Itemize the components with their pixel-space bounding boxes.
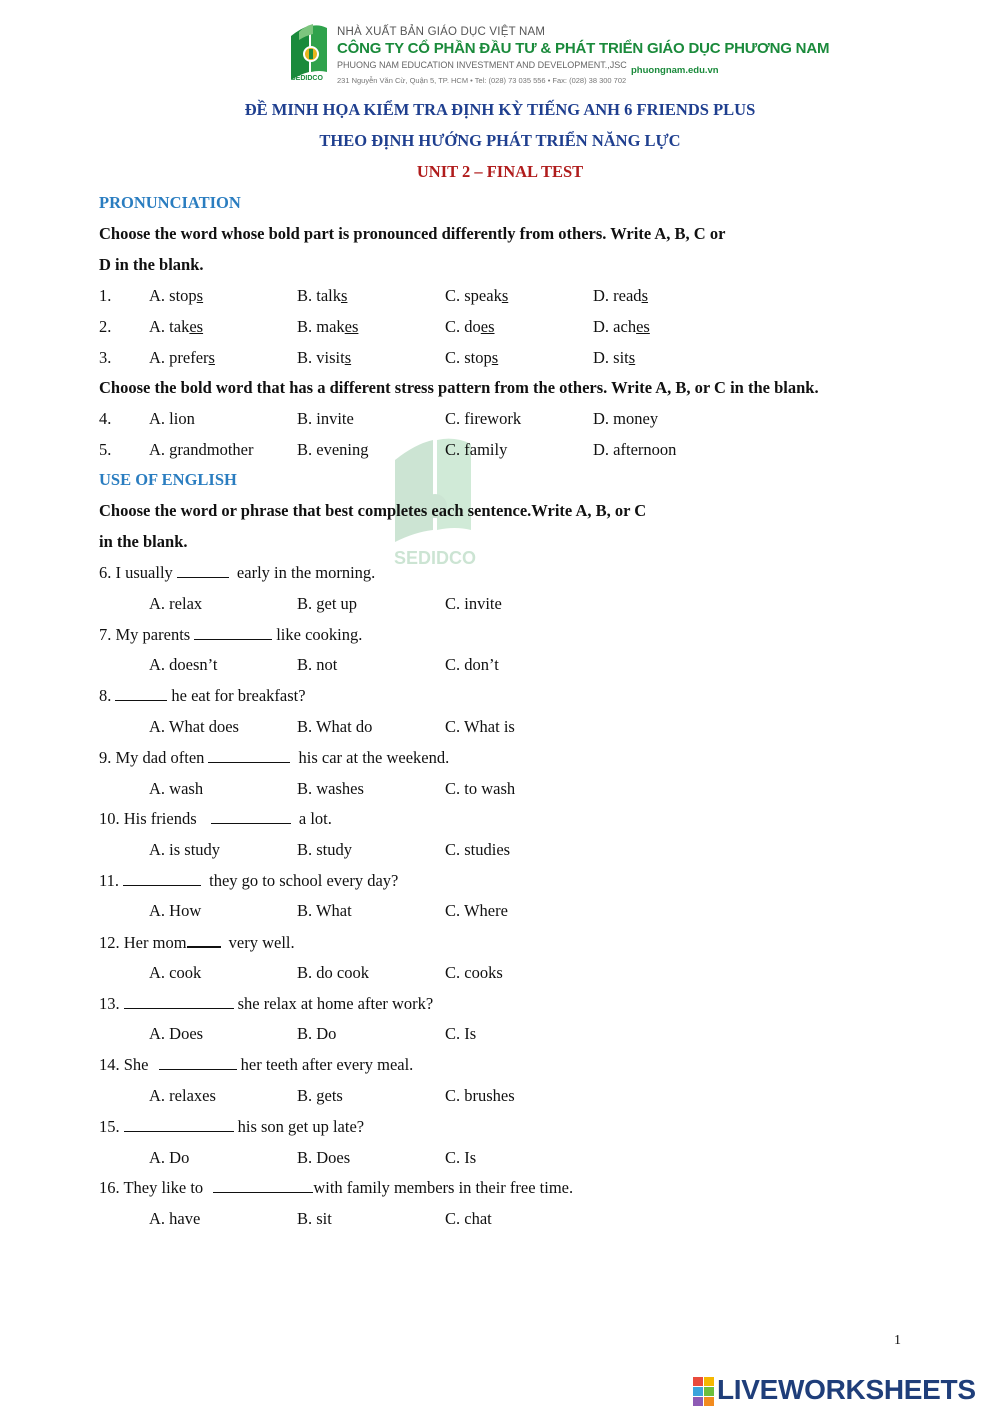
answer-blank[interactable]: [115, 686, 167, 701]
question-16: 16. They like to with family members in their free time.: [99, 1178, 574, 1197]
option-a[interactable]: A. How: [149, 901, 202, 920]
company-website: phuongnam.edu.vn: [631, 65, 719, 76]
option-b[interactable]: B. makes: [297, 317, 359, 336]
option-a[interactable]: A. have: [149, 1209, 201, 1228]
answer-blank[interactable]: [211, 809, 291, 824]
svg-text:SEDIDCO: SEDIDCO: [393, 548, 477, 568]
option-c[interactable]: C. family: [445, 440, 508, 459]
option-c[interactable]: C. studies: [445, 840, 511, 859]
option-d[interactable]: D. sits: [593, 348, 636, 367]
option-a[interactable]: A. relax: [149, 594, 203, 613]
company-name-en: PHUONG NAM EDUCATION INVESTMENT AND DEVELOPMENT.,JSC: [337, 60, 627, 70]
option-c[interactable]: C. speaks: [445, 286, 509, 305]
question-number: 1.: [99, 286, 112, 305]
option-a[interactable]: A. stops: [149, 286, 204, 305]
page-number: 1: [894, 1333, 901, 1348]
option-c[interactable]: C. invite: [445, 594, 502, 613]
option-a[interactable]: A. prefers: [149, 348, 215, 367]
question-12: 12. Her mom very well.: [99, 933, 295, 952]
option-d[interactable]: D. afternoon: [593, 440, 677, 459]
answer-blank[interactable]: [213, 1178, 313, 1193]
option-b[interactable]: B. Does: [297, 1148, 351, 1167]
question-13: 13. she relax at home after work?: [99, 994, 434, 1013]
option-a[interactable]: A. Does: [149, 1024, 204, 1043]
option-b[interactable]: B. do cook: [297, 963, 369, 982]
option-a[interactable]: A. relaxes: [149, 1086, 216, 1105]
option-a[interactable]: A. is study: [149, 840, 221, 859]
option-b[interactable]: B. sit: [297, 1209, 332, 1228]
option-b[interactable]: B. gets: [297, 1086, 343, 1105]
option-a[interactable]: A. doesn’t: [149, 655, 218, 674]
instruction-use-of-english-a: Choose the word or phrase that best completes each sentence.Write A, B, or C: [99, 501, 647, 520]
option-b[interactable]: B. talks: [297, 286, 348, 305]
question-7: 7. My parents like cooking.: [99, 625, 363, 644]
option-a[interactable]: A. Do: [149, 1148, 190, 1167]
option-b[interactable]: B. study: [297, 840, 353, 859]
question-number: 2.: [99, 317, 112, 336]
question-14: 14. She her teeth after every meal.: [99, 1055, 414, 1074]
option-c[interactable]: C. Is: [445, 1024, 477, 1043]
publisher-logo: [287, 22, 830, 90]
publisher-name: NHÀ XUẤT BẢN GIÁO DỤC VIỆT NAM: [337, 26, 546, 38]
brand-mark: SEDIDCO: [291, 75, 323, 82]
option-b[interactable]: B. get up: [297, 594, 358, 613]
question-8: 8. he eat for breakfast?: [99, 686, 306, 705]
option-c[interactable]: C. Is: [445, 1148, 477, 1167]
option-a[interactable]: A. What does: [149, 717, 239, 736]
option-c[interactable]: C. don’t: [445, 655, 499, 674]
option-b[interactable]: B. washes: [297, 779, 364, 798]
doc-subtitle: THEO ĐỊNH HƯỚNG PHÁT TRIỂN NĂNG LỰC: [319, 131, 681, 150]
option-d[interactable]: D. reads: [593, 286, 648, 305]
option-c[interactable]: C. What is: [445, 717, 515, 736]
answer-blank[interactable]: [187, 932, 221, 948]
company-name: CÔNG TY CỔ PHẦN ĐẦU TƯ & PHÁT TRIỂN GIÁO DỤC PHƯƠNG NAM: [337, 40, 830, 57]
instruction-use-of-english-b: in the blank.: [99, 532, 188, 551]
option-c[interactable]: C. brushes: [445, 1086, 515, 1105]
option-b[interactable]: B. What: [297, 901, 352, 920]
option-d[interactable]: D. money: [593, 409, 659, 428]
option-c[interactable]: C. does: [445, 317, 495, 336]
section-heading-use-of-english: USE OF ENGLISH: [99, 470, 237, 489]
liveworksheets-wordmark: LIVEWORKSHEETS: [717, 1374, 976, 1405]
question-6: 6. I usually early in the morning.: [99, 563, 376, 582]
answer-blank[interactable]: [159, 1055, 237, 1070]
answer-blank[interactable]: [208, 748, 290, 763]
liveworksheets-blocks-icon: [693, 1377, 715, 1407]
option-c[interactable]: C. chat: [445, 1209, 492, 1228]
doc-title: ĐỀ MINH HỌA KIỂM TRA ĐỊNH KỲ TIẾNG ANH 6 FRIENDS PLUS: [244, 100, 756, 119]
option-b[interactable]: B. evening: [297, 440, 369, 459]
instruction-pronunciation-a: Choose the word whose bold part is pronounced differently from others. Write A, B, C or: [99, 224, 726, 243]
question-10: 10. His friends a lot.: [99, 809, 332, 828]
option-a[interactable]: A. lion: [149, 409, 195, 428]
unit-title: UNIT 2 – FINAL TEST: [416, 162, 584, 181]
question-number: 5.: [99, 440, 112, 459]
option-b[interactable]: B. What do: [297, 717, 373, 736]
option-c[interactable]: C. to wash: [445, 779, 516, 798]
instruction-stress: Choose the bold word that has a different stress pattern from the others. Write A, B, or C in the blank.: [99, 378, 819, 397]
option-a[interactable]: A. grandmother: [149, 440, 254, 459]
option-d[interactable]: D. aches: [593, 317, 650, 336]
option-c[interactable]: C. firework: [445, 409, 522, 428]
question-number: 4.: [99, 409, 112, 428]
answer-blank[interactable]: [123, 871, 201, 886]
company-address: 231 Nguyễn Văn Cừ, Quận 5, TP. HCM • Tel: (028) 73 035 556 • Fax: (028) 38 300 702: [337, 76, 627, 85]
answer-blank[interactable]: [124, 1117, 234, 1132]
question-15: 15. his son get up late?: [99, 1117, 365, 1136]
answer-blank[interactable]: [194, 625, 272, 640]
answer-blank[interactable]: [177, 563, 229, 578]
option-c[interactable]: C. stops: [445, 348, 499, 367]
option-b[interactable]: B. invite: [297, 409, 354, 428]
option-b[interactable]: B. visits: [297, 348, 352, 367]
option-b[interactable]: B. Do: [297, 1024, 337, 1043]
option-b[interactable]: B. not: [297, 655, 338, 674]
section-heading-pronunciation: PRONUNCIATION: [99, 193, 241, 212]
answer-blank[interactable]: [124, 994, 234, 1009]
instruction-pronunciation-b: D in the blank.: [99, 255, 204, 274]
option-c[interactable]: C. Where: [445, 901, 508, 920]
option-a[interactable]: A. takes: [149, 317, 204, 336]
option-c[interactable]: C. cooks: [445, 963, 503, 982]
question-11: 11. they go to school every day?: [99, 871, 399, 890]
question-9: 9. My dad often his car at the weekend.: [99, 748, 450, 767]
question-number: 3.: [99, 348, 112, 367]
option-a[interactable]: A. cook: [149, 963, 202, 982]
option-a[interactable]: A. wash: [149, 779, 204, 798]
